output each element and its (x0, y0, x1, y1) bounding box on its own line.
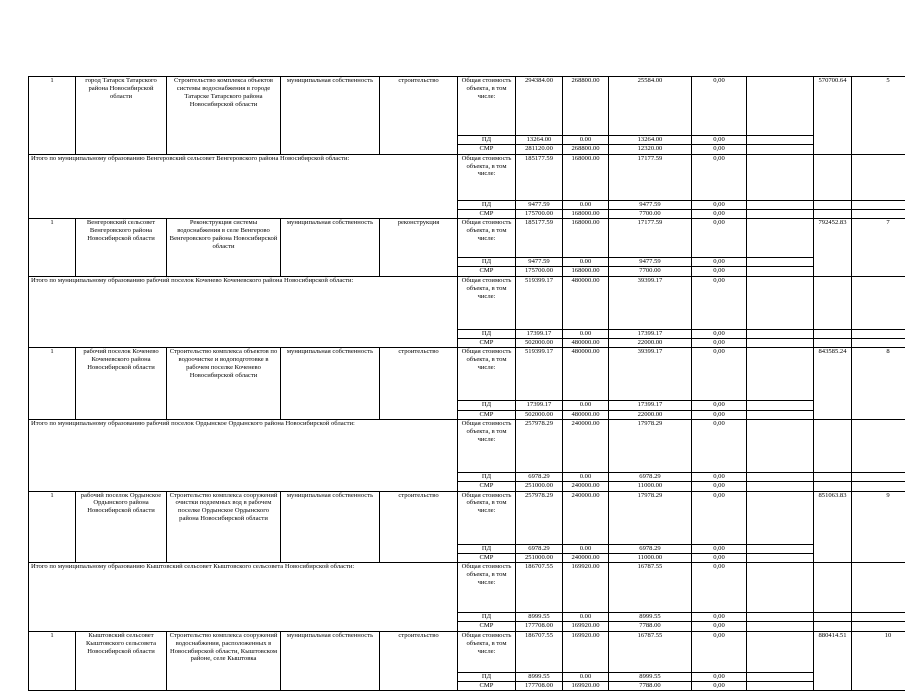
blank-cell (747, 136, 814, 145)
blank-cell (852, 154, 905, 200)
summary-row (29, 563, 905, 613)
object-name-cell: Реконструкция системы водоснабжения в селе Венгерово Венгеровского района Новосибирской области (167, 219, 281, 277)
blank-cell (747, 563, 814, 613)
total-value: 294384.00 (516, 77, 563, 136)
summary-row (29, 276, 905, 329)
federal-value: 168000.00 (563, 219, 609, 258)
municipality-cell: город Татарск Татарского района Новосибирской области (76, 77, 167, 155)
regional-value: 39399.17 (609, 348, 692, 401)
blank-cell (747, 419, 814, 472)
smr-local-value: 0,00 (692, 267, 747, 276)
blank-cell (747, 258, 814, 267)
smr-regional-value: 7788.00 (609, 682, 692, 691)
pd-regional-value: 9477.59 (609, 258, 692, 267)
row-number: 1 (29, 348, 76, 420)
blank-cell (814, 154, 852, 200)
regional-value: 25584.00 (609, 77, 692, 136)
summary-row (29, 419, 905, 472)
smr-local-value: 0,00 (692, 410, 747, 419)
blank-cell (747, 219, 814, 258)
object-name-cell: Строительство комплекса сооружений водоснабжения, расположенных в Новосибирской области, Кыштовском районе, селе Кыштовка (167, 631, 281, 691)
blank-cell (814, 339, 852, 348)
blank-cell (852, 276, 905, 329)
capacity-cell: 843585.24 (814, 348, 852, 420)
blank-cell (747, 77, 814, 136)
smr-local-value: 0,00 (692, 209, 747, 218)
cost-label: Общая стоимость объекта, в том числе: (458, 419, 516, 472)
pd-total-value: 17399.17 (516, 401, 563, 410)
regional-value: 17978.29 (609, 491, 692, 544)
smr-regional-value: 11000.00 (609, 553, 692, 562)
object-row (29, 631, 905, 672)
local-value: 0,00 (692, 276, 747, 329)
total-value: 186707.55 (516, 563, 563, 613)
pd-local-value: 0,00 (692, 136, 747, 145)
blank-cell (747, 631, 814, 672)
blank-cell (814, 622, 852, 631)
federal-value: 169920.00 (563, 631, 609, 672)
smr-federal-value: 240000.00 (563, 553, 609, 562)
smr-regional-value: 7700.00 (609, 209, 692, 218)
blank-cell (747, 209, 814, 218)
smr-total-value: 502000.00 (516, 410, 563, 419)
capacity-cell: 851063.83 (814, 491, 852, 563)
priority-cell: 10 (852, 631, 905, 691)
pd-label: ПД (458, 544, 516, 553)
priority-cell: 8 (852, 348, 905, 420)
pd-label: ПД (458, 329, 516, 338)
regional-value: 16787.55 (609, 563, 692, 613)
pd-regional-value: 8999.55 (609, 672, 692, 681)
summary-text: Итого по муниципальному образованию Венгеровский сельсовет Венгеровского района Новосибирской области: (29, 154, 458, 219)
regional-value: 16787.55 (609, 631, 692, 672)
federal-value: 240000.00 (563, 491, 609, 544)
blank-cell (747, 267, 814, 276)
blank-cell (852, 329, 905, 338)
federal-value: 169920.00 (563, 563, 609, 613)
work-type-cell: строительство (380, 77, 458, 155)
object-name-cell: Строительство комплекса объектов по водоочистке и водоподготовке в рабочем поселке Коченево Новосибирской области (167, 348, 281, 420)
pd-label: ПД (458, 136, 516, 145)
smr-federal-value: 240000.00 (563, 482, 609, 491)
regional-value: 17177.59 (609, 154, 692, 200)
document-page (28, 76, 876, 691)
pd-federal-value: 0.00 (563, 613, 609, 622)
blank-cell (814, 613, 852, 622)
regional-value: 39399.17 (609, 276, 692, 329)
federal-value: 268800.00 (563, 77, 609, 136)
pd-local-value: 0,00 (692, 401, 747, 410)
pd-regional-value: 8999.55 (609, 613, 692, 622)
smr-label: СМР (458, 682, 516, 691)
pd-federal-value: 0.00 (563, 672, 609, 681)
smr-label: СМР (458, 622, 516, 631)
blank-cell (747, 682, 814, 691)
object-row (29, 348, 905, 401)
pd-federal-value: 0.00 (563, 472, 609, 481)
pd-total-value: 8999.55 (516, 672, 563, 681)
smr-label: СМР (458, 553, 516, 562)
blank-cell (852, 613, 905, 622)
pd-label: ПД (458, 258, 516, 267)
pd-federal-value: 0.00 (563, 329, 609, 338)
blank-cell (814, 472, 852, 481)
pd-regional-value: 17399.17 (609, 401, 692, 410)
work-type-cell: строительство (380, 491, 458, 563)
smr-total-value: 175700.00 (516, 267, 563, 276)
smr-total-value: 175700.00 (516, 209, 563, 218)
blank-cell (852, 339, 905, 348)
cost-label: Общая стоимость объекта, в том числе: (458, 276, 516, 329)
smr-regional-value: 22000.00 (609, 339, 692, 348)
blank-cell (747, 329, 814, 338)
pd-label: ПД (458, 401, 516, 410)
municipality-cell: рабочий поселок Коченево Коченевского района Новосибирской области (76, 348, 167, 420)
local-value: 0,00 (692, 348, 747, 401)
pd-label: ПД (458, 672, 516, 681)
pd-total-value: 8999.55 (516, 613, 563, 622)
pd-regional-value: 6978.29 (609, 544, 692, 553)
pd-local-value: 0,00 (692, 544, 747, 553)
blank-cell (852, 200, 905, 209)
municipality-cell: рабочий поселок Ордынское Ордынского района Новосибирской области (76, 491, 167, 563)
total-value: 519399.17 (516, 276, 563, 329)
cost-label: Общая стоимость объекта, в том числе: (458, 154, 516, 200)
blank-cell (747, 472, 814, 481)
row-number: 1 (29, 491, 76, 563)
work-type-cell: строительство (380, 348, 458, 420)
smr-label: СМР (458, 145, 516, 154)
pd-regional-value: 17399.17 (609, 329, 692, 338)
ownership-cell: муниципальная собственность (281, 77, 380, 155)
municipality-cell: Венгеровский сельсовет Венгеровского района Новосибирской области (76, 219, 167, 277)
row-number: 1 (29, 631, 76, 691)
smr-total-value: 251000.00 (516, 482, 563, 491)
smr-total-value: 281120.00 (516, 145, 563, 154)
object-name-cell: Строительство комплекса сооружений очистки подземных вод в рабочем поселке Ордынское Ордынского района Новосибирской области (167, 491, 281, 563)
smr-federal-value: 268800.00 (563, 145, 609, 154)
local-value: 0,00 (692, 154, 747, 200)
federal-value: 480000.00 (563, 348, 609, 401)
summary-text: Итого по муниципальному образованию Кыштовский сельсовет Кыштовского сельсовета Новосибирской области: (29, 563, 458, 632)
blank-cell (852, 209, 905, 218)
blank-cell (852, 472, 905, 481)
smr-label: СМР (458, 482, 516, 491)
pd-total-value: 13264.00 (516, 136, 563, 145)
capacity-cell: 880414.51 (814, 631, 852, 691)
smr-federal-value: 169920.00 (563, 622, 609, 631)
local-value: 0,00 (692, 219, 747, 258)
blank-cell (814, 419, 852, 472)
smr-federal-value: 480000.00 (563, 339, 609, 348)
pd-regional-value: 6978.29 (609, 472, 692, 481)
local-value: 0,00 (692, 563, 747, 613)
blank-cell (852, 622, 905, 631)
smr-federal-value: 168000.00 (563, 267, 609, 276)
pd-total-value: 9477.59 (516, 258, 563, 267)
smr-federal-value: 168000.00 (563, 209, 609, 218)
blank-cell (747, 410, 814, 419)
municipality-cell: Кыштовский сельсовет Кыштовского сельсовета Новосибирской области (76, 631, 167, 691)
capacity-cell: 792452.83 (814, 219, 852, 277)
work-type-cell: строительство (380, 631, 458, 691)
object-row (29, 77, 905, 136)
smr-total-value: 177708.00 (516, 682, 563, 691)
smr-federal-value: 480000.00 (563, 410, 609, 419)
federal-value: 168000.00 (563, 154, 609, 200)
ownership-cell: муниципальная собственность (281, 491, 380, 563)
smr-label: СМР (458, 267, 516, 276)
pd-total-value: 17399.17 (516, 329, 563, 338)
local-value: 0,00 (692, 419, 747, 472)
smr-regional-value: 11000.00 (609, 482, 692, 491)
summary-text: Итого по муниципальному образованию рабочий поселок Коченево Коченевского района Новосибирской области: (29, 276, 458, 348)
summary-row (29, 154, 905, 200)
total-value: 257978.29 (516, 419, 563, 472)
ownership-cell: муниципальная собственность (281, 631, 380, 691)
blank-cell (852, 563, 905, 613)
blank-cell (814, 563, 852, 613)
blank-cell (814, 329, 852, 338)
ownership-cell: муниципальная собственность (281, 219, 380, 277)
cost-label: Общая стоимость объекта, в том числе: (458, 491, 516, 544)
blank-cell (747, 672, 814, 681)
regional-value: 17978.29 (609, 419, 692, 472)
cost-label: Общая стоимость объекта, в том числе: (458, 631, 516, 672)
smr-local-value: 0,00 (692, 482, 747, 491)
smr-total-value: 502000.00 (516, 339, 563, 348)
smr-label: СМР (458, 339, 516, 348)
priority-cell: 7 (852, 219, 905, 277)
smr-regional-value: 22000.00 (609, 410, 692, 419)
summary-text: Итого по муниципальному образованию рабочий поселок Ордынское Ордынского района Новосибирской области: (29, 419, 458, 491)
pd-federal-value: 0.00 (563, 544, 609, 553)
capacity-cell: 570700.64 (814, 77, 852, 155)
total-value: 185177.59 (516, 219, 563, 258)
blank-cell (814, 482, 852, 491)
pd-label: ПД (458, 200, 516, 209)
blank-cell (747, 154, 814, 200)
local-value: 0,00 (692, 631, 747, 672)
smr-local-value: 0,00 (692, 553, 747, 562)
pd-total-value: 6978.29 (516, 472, 563, 481)
row-number: 1 (29, 77, 76, 155)
smr-label: СМР (458, 410, 516, 419)
blank-cell (747, 348, 814, 401)
smr-total-value: 177708.00 (516, 622, 563, 631)
blank-cell (814, 209, 852, 218)
priority-cell: 5 (852, 77, 905, 155)
pd-federal-value: 0.00 (563, 200, 609, 209)
pd-total-value: 6978.29 (516, 544, 563, 553)
object-row (29, 491, 905, 544)
pd-local-value: 0,00 (692, 329, 747, 338)
smr-regional-value: 12320.00 (609, 145, 692, 154)
blank-cell (852, 482, 905, 491)
pd-federal-value: 0.00 (563, 258, 609, 267)
priority-cell: 9 (852, 491, 905, 563)
pd-local-value: 0,00 (692, 613, 747, 622)
cost-label: Общая стоимость объекта, в том числе: (458, 219, 516, 258)
smr-local-value: 0,00 (692, 145, 747, 154)
object-name-cell: Строительство комплекса объектов системы водоснабжения в городе Татарске Татарского района Новосибирской области (167, 77, 281, 155)
smr-regional-value: 7700.00 (609, 267, 692, 276)
total-value: 257978.29 (516, 491, 563, 544)
cost-label: Общая стоимость объекта, в том числе: (458, 77, 516, 136)
cost-label: Общая стоимость объекта, в том числе: (458, 348, 516, 401)
pd-label: ПД (458, 472, 516, 481)
investment-objects-table (28, 76, 905, 691)
pd-regional-value: 9477.59 (609, 200, 692, 209)
blank-cell (747, 276, 814, 329)
pd-local-value: 0,00 (692, 200, 747, 209)
blank-cell (747, 339, 814, 348)
pd-local-value: 0,00 (692, 258, 747, 267)
pd-federal-value: 0.00 (563, 401, 609, 410)
pd-regional-value: 13264.00 (609, 136, 692, 145)
blank-cell (747, 622, 814, 631)
federal-value: 480000.00 (563, 276, 609, 329)
total-value: 519399.17 (516, 348, 563, 401)
smr-local-value: 0,00 (692, 682, 747, 691)
blank-cell (814, 276, 852, 329)
smr-total-value: 251000.00 (516, 553, 563, 562)
blank-cell (747, 200, 814, 209)
blank-cell (814, 200, 852, 209)
regional-value: 17177.59 (609, 219, 692, 258)
pd-local-value: 0,00 (692, 472, 747, 481)
object-row (29, 219, 905, 258)
total-value: 186707.55 (516, 631, 563, 672)
smr-label: СМР (458, 209, 516, 218)
local-value: 0,00 (692, 491, 747, 544)
pd-total-value: 9477.59 (516, 200, 563, 209)
blank-cell (747, 491, 814, 544)
blank-cell (747, 401, 814, 410)
pd-federal-value: 0.00 (563, 136, 609, 145)
pd-label: ПД (458, 613, 516, 622)
blank-cell (747, 544, 814, 553)
ownership-cell: муниципальная собственность (281, 348, 380, 420)
blank-cell (747, 482, 814, 491)
blank-cell (747, 553, 814, 562)
smr-local-value: 0,00 (692, 339, 747, 348)
pd-local-value: 0,00 (692, 672, 747, 681)
federal-value: 240000.00 (563, 419, 609, 472)
cost-label: Общая стоимость объекта, в том числе: (458, 563, 516, 613)
row-number: 1 (29, 219, 76, 277)
smr-local-value: 0,00 (692, 622, 747, 631)
local-value: 0,00 (692, 77, 747, 136)
work-type-cell: реконструкция (380, 219, 458, 277)
smr-federal-value: 169920.00 (563, 682, 609, 691)
blank-cell (747, 145, 814, 154)
smr-regional-value: 7788.00 (609, 622, 692, 631)
blank-cell (747, 613, 814, 622)
blank-cell (852, 419, 905, 472)
total-value: 185177.59 (516, 154, 563, 200)
